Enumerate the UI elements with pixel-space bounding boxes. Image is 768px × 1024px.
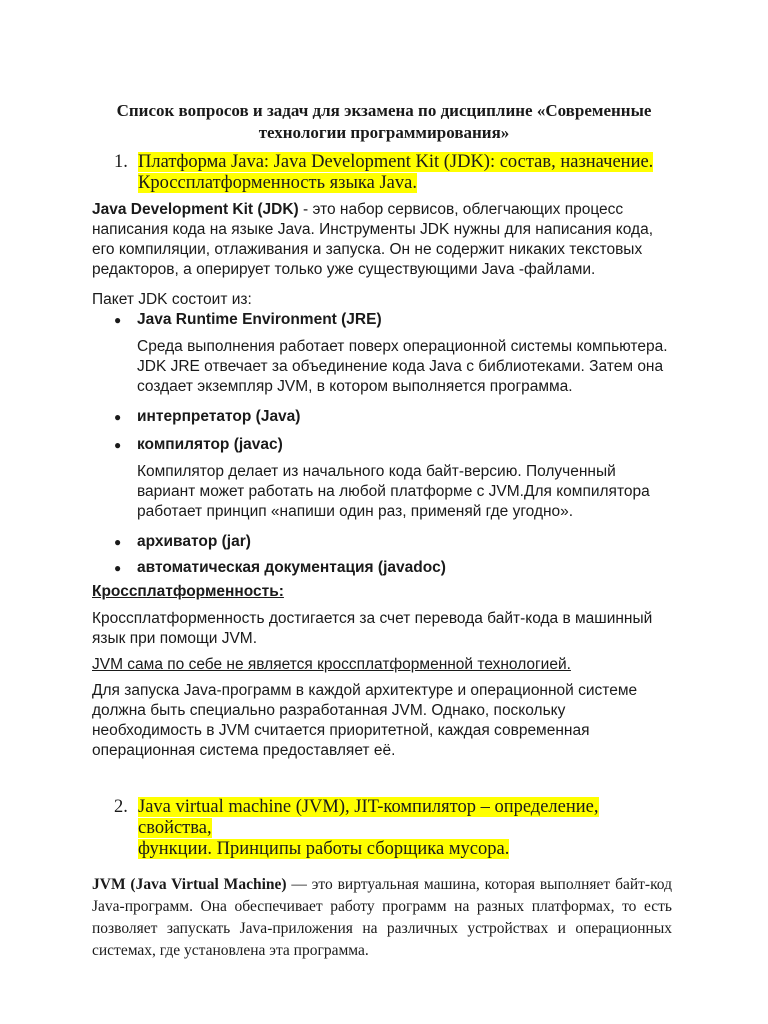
list-item (92, 407, 672, 427)
crossplatform-paragraph-1: Кроссплатформенность достигается за счет перевода байт-кода в машинный язык при помощи JVM. (92, 610, 653, 647)
question-1-heading-line2: Кроссплатформенность языка Java. (138, 173, 417, 193)
jdk-intro-text: - это набор сервисов, облегчающих процесс написания кода на языке Java. Инструменты JDK нужны для написания кода, его компиляции, отлаживания и запуска. Он не содержит никаких текстовых редакторов, а оперирует только уже существующими Java -файлами. (92, 201, 654, 278)
bullet-icon: ● (114, 535, 122, 549)
jdk-components-list (92, 310, 672, 578)
question-2-heading-line1: Java virtual machine (JVM), JIT-компилятор – определение, свойства, (138, 797, 599, 838)
jdk-intro-term: Java Development Kit (JDK) (92, 201, 299, 218)
jdk-intro-paragraph (92, 200, 672, 280)
question-1-number: 1. (114, 152, 128, 172)
list-item-description: Компилятор делает из начального кода байт-версию. Полученный вариант может работать на любой платформе с JVM.Для компилятора работает принцип «напиши один раз, применяй где угодно». (137, 463, 650, 520)
list-item-label: компилятор (javac) (137, 436, 283, 453)
jvm-intro-paragraph (92, 874, 672, 962)
jvm-intro-text: — это виртуальная машина, которая выполняет байт-код Java-программ. Она обеспечивает работу программ на разных платформах, то есть позволяет запускать Java-приложения на различных устройствах и операционных системах, где установлена эта программа. (92, 876, 672, 959)
crossplatform-paragraph-2: JVM сама по себе не является кроссплатформенной технологией. (92, 656, 571, 673)
page-title: Список вопросов и задач для экзамена по дисциплине «Современные технологии программирования» (116, 101, 652, 142)
jvm-intro-term: JVM (Java Virtual Machine) (92, 876, 287, 893)
question-2-number: 2. (114, 797, 128, 817)
question-1-heading (92, 152, 672, 194)
question-2-heading-line2: функции. Принципы работы сборщика мусора. (138, 839, 510, 859)
list-item (92, 435, 672, 522)
list-item-label: автоматическая документация (javadoc) (137, 559, 446, 576)
bullet-icon: ● (114, 438, 122, 452)
question-1-heading-line1: Платформа Java: Java Development Kit (JDK): состав, назначение. (138, 152, 654, 172)
bullet-icon: ● (114, 313, 122, 327)
bullet-icon: ● (114, 561, 122, 575)
crossplatform-paragraph-3: Для запуска Java-программ в каждой архитектуре и операционной системе должна быть специально разработанная JVM. Однако, поскольку необходимость в JVM считается приоритетной, каждая современная операционная система предоставляет её. (92, 682, 638, 759)
list-item-label: Java Runtime Environment (JRE) (137, 311, 382, 328)
crossplatform-heading: Кроссплатформенность: (92, 583, 284, 600)
bullet-icon: ● (114, 410, 122, 424)
list-item (92, 558, 672, 578)
question-2-heading (92, 797, 672, 860)
list-item-label: архиватор (jar) (137, 533, 251, 550)
list-item (92, 310, 672, 397)
list-item (92, 532, 672, 552)
list-item-description: Среда выполнения работает поверх операционной системы компьютера. JDK JRE отвечает за объединение кода Java с библиотеками. Затем она создает экземпляр JVM, в котором выполняется программа. (137, 338, 668, 395)
list-item-label: интерпретатор (Java) (137, 408, 301, 425)
package-label: Пакет JDK состоит из: (92, 291, 252, 308)
